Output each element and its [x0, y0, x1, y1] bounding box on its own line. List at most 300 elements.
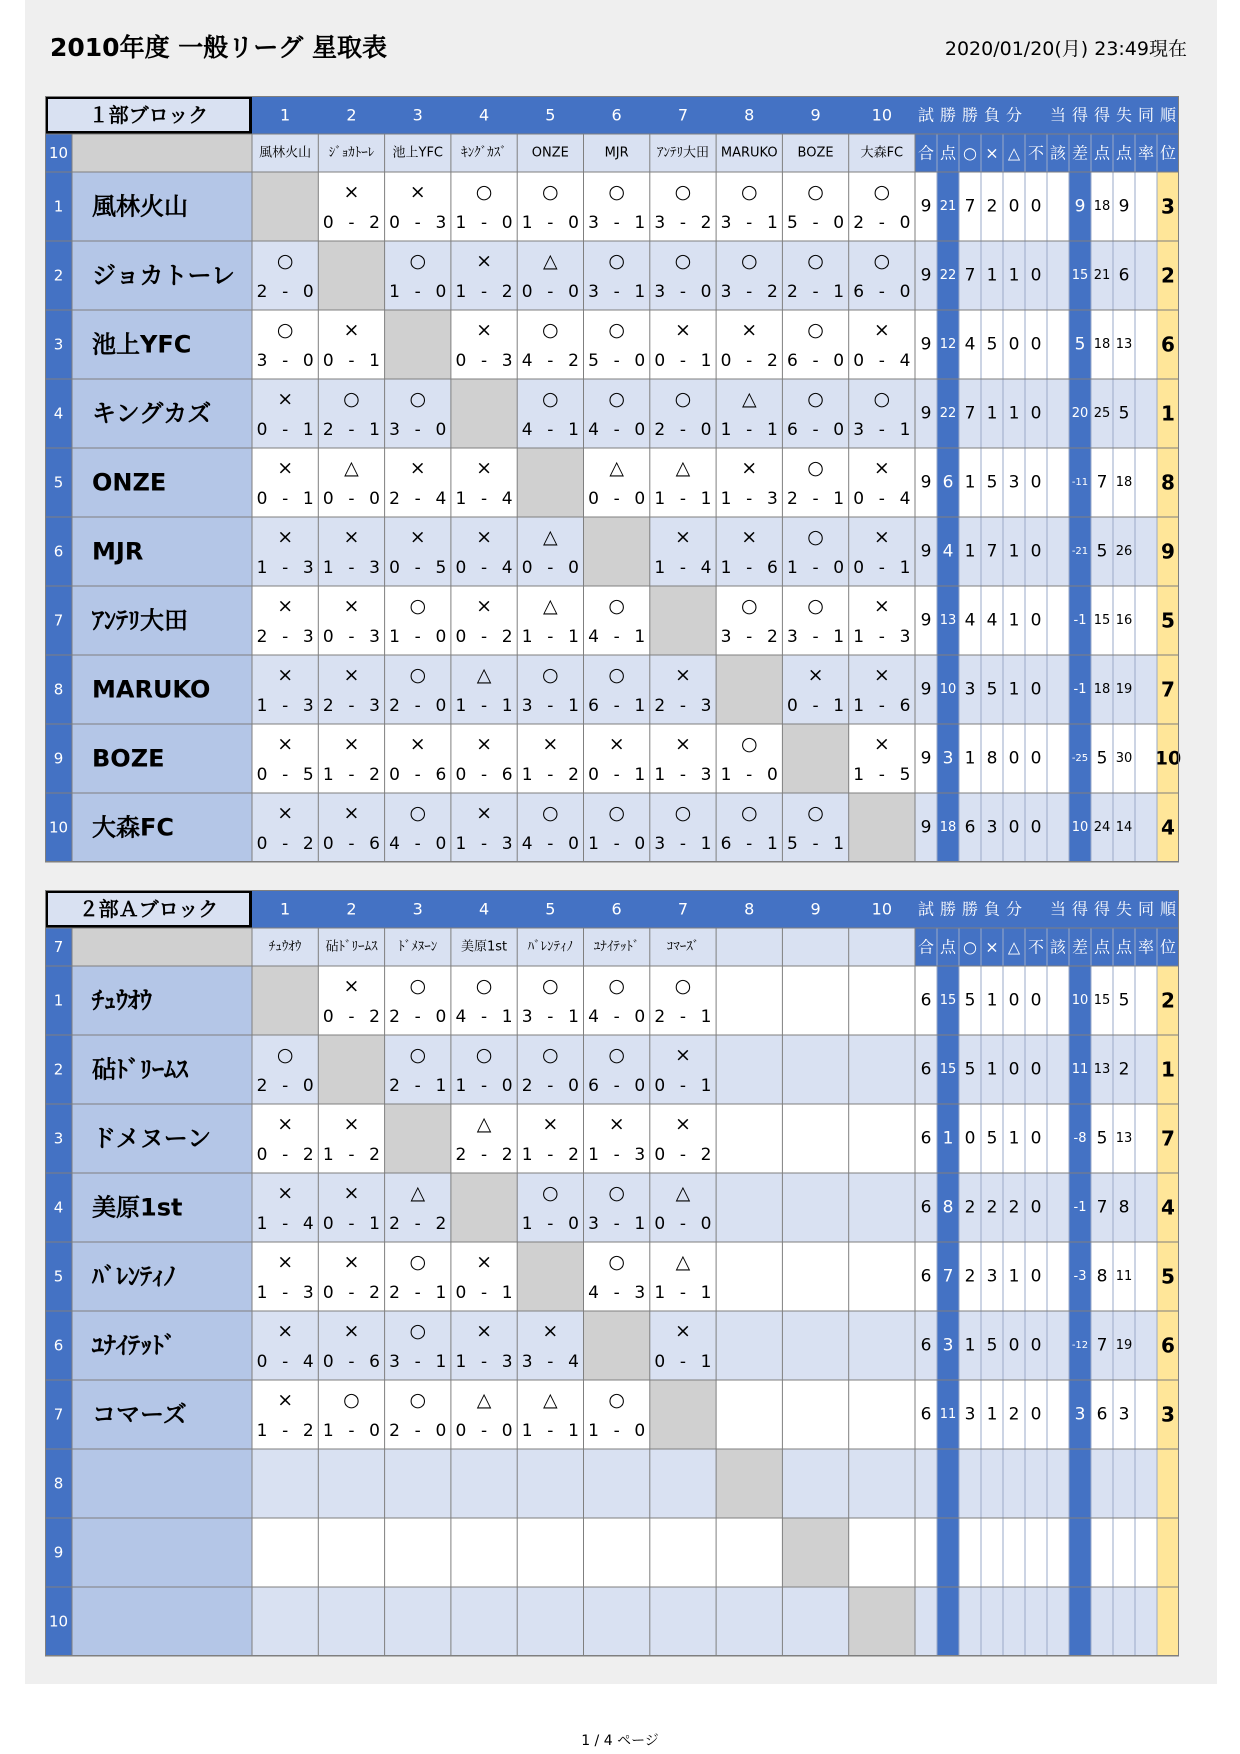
stat-value: 15: [1071, 268, 1089, 283]
score-dash: -: [613, 1421, 620, 1441]
match-result-mark: ×: [674, 526, 691, 548]
score-dash: -: [348, 696, 355, 716]
score-dash: -: [547, 1007, 554, 1027]
stat-cell: [1135, 966, 1157, 1035]
match-cell: [716, 1518, 782, 1587]
stat-value: 7: [964, 265, 976, 286]
row-number: 8: [53, 1474, 64, 1493]
score-dash: -: [679, 558, 687, 578]
match-result-mark: △: [410, 1182, 426, 1204]
match-result-mark: ○: [740, 733, 758, 755]
match-result-mark: ×: [674, 1044, 691, 1066]
score-dash: -: [414, 558, 421, 578]
score-dash: -: [414, 627, 421, 647]
score-dash: -: [414, 1076, 421, 1096]
match-result-mark: ○: [807, 250, 824, 272]
goals-for: 0: [588, 765, 599, 785]
stat-value: 0: [1030, 1059, 1042, 1080]
score-dash: -: [746, 834, 753, 854]
page-number: 1 / 4 ページ: [581, 1733, 659, 1749]
match-result-mark: ○: [873, 250, 891, 272]
goals-against: 1: [302, 489, 314, 509]
match-result-mark: △: [543, 250, 558, 272]
stat-cell: [1047, 1035, 1069, 1104]
match-result-mark: ○: [409, 1044, 427, 1066]
match-result-mark: ×: [741, 457, 758, 479]
team-name-cell: [72, 1518, 252, 1587]
goals-for: 1: [322, 558, 334, 578]
goals-against: 4: [700, 558, 712, 578]
score-dash: -: [679, 351, 687, 371]
stat-value: 1: [986, 990, 998, 1011]
match-cell: [716, 1587, 782, 1656]
stat-value: 5: [986, 679, 998, 700]
league-table-division1: [45, 96, 1196, 866]
goals-against: 2: [369, 213, 381, 233]
goals-against: 1: [700, 1352, 712, 1372]
goals-against: 1: [700, 1076, 712, 1096]
score-dash: -: [282, 420, 289, 440]
stat-value: 0: [1008, 334, 1020, 355]
goals-against: 1: [833, 834, 845, 854]
match-result-mark: ×: [476, 733, 493, 755]
score-dash: -: [282, 1283, 289, 1303]
match-cell: [517, 1587, 583, 1656]
match-result-mark: ○: [608, 1251, 625, 1273]
match-result-mark: △: [543, 595, 558, 617]
goals-for: 2: [256, 282, 268, 302]
row-number: 4: [53, 404, 64, 423]
goals-against: 2: [369, 1145, 381, 1165]
stat-cell: [1047, 310, 1069, 379]
stat-value: 7: [1161, 677, 1175, 702]
stat-value: 20: [1071, 406, 1089, 421]
diagonal-cell: [517, 448, 583, 517]
stat-value: 0: [1008, 1059, 1020, 1080]
stat-cell: [1047, 793, 1069, 862]
goals-against: 2: [501, 627, 513, 647]
goals-for: 2: [389, 1421, 401, 1441]
goals-against: 1: [634, 765, 646, 785]
match-cell: [849, 1104, 915, 1173]
stat-value: 1: [1008, 403, 1020, 424]
stat-label: 点: [939, 143, 957, 163]
match-cell: [849, 1518, 915, 1587]
stat-value: 7: [1096, 1197, 1108, 1218]
stat-value: 3: [986, 1266, 998, 1287]
match-result-mark: △: [543, 1389, 558, 1411]
team-name: 大森FC: [92, 813, 175, 842]
match-result-mark: ○: [740, 595, 758, 617]
goals-for: 1: [455, 696, 467, 716]
goals-against: 0: [833, 351, 845, 371]
goals-for: 1: [256, 1214, 268, 1234]
diagonal-cell: [584, 1311, 650, 1380]
stat-value: 7: [942, 1266, 954, 1287]
stat-label: 位: [1159, 143, 1177, 163]
match-cell: [318, 1587, 384, 1656]
stat-value: 9: [920, 334, 932, 355]
stat-value: 4: [942, 541, 954, 562]
table-row: [45, 655, 1179, 724]
column-team-name: ｼﾞｮｶﾄｰﾚ: [328, 145, 375, 161]
stat-label: 該: [1049, 937, 1067, 957]
stat-cell: [1135, 1035, 1157, 1104]
goals-for: 1: [521, 765, 533, 785]
goals-for: 4: [521, 351, 533, 371]
goals-against: 0: [634, 834, 646, 854]
diagonal-cell: [252, 172, 318, 241]
score-dash: -: [348, 627, 355, 647]
match-cell: [517, 1449, 583, 1518]
page-title: 2010年度 一般リーグ 星取表: [50, 33, 387, 62]
match-result-mark: ○: [807, 526, 824, 548]
match-result-mark: ×: [343, 319, 360, 341]
stat-value: 4: [986, 610, 998, 631]
stat-value: 10: [1071, 820, 1089, 835]
goals-for: 1: [588, 1145, 599, 1165]
match-cell: [716, 1380, 782, 1449]
stat-value: 1: [1008, 610, 1020, 631]
diagonal-cell: [716, 1449, 782, 1518]
stat-value: 1: [964, 472, 976, 493]
goals-for: 2: [389, 696, 401, 716]
score-dash: -: [547, 558, 554, 578]
stat-label: 合: [917, 143, 935, 163]
match-cell: [849, 1173, 915, 1242]
score-dash: -: [480, 213, 488, 233]
goals-for: 4: [588, 1283, 599, 1303]
score-dash: -: [348, 1352, 355, 1372]
match-result-mark: ○: [608, 802, 625, 824]
stat-value: 1: [986, 1059, 998, 1080]
match-cell: [716, 1104, 782, 1173]
stat-cell: [1003, 1449, 1025, 1518]
stat-value: 8: [986, 748, 998, 769]
score-dash: -: [613, 213, 620, 233]
column-team-name: ｱﾝﾃﾘ大田: [656, 145, 709, 161]
goals-for: 2: [455, 1145, 467, 1165]
goals-for: 0: [720, 351, 732, 371]
stat-label: 位: [1159, 937, 1177, 957]
goals-against: 3: [700, 765, 712, 785]
stat-value: 0: [1030, 1266, 1042, 1287]
goals-for: 0: [322, 1214, 334, 1234]
goals-against: 2: [302, 834, 314, 854]
goals-for: 1: [455, 834, 467, 854]
match-result-mark: ×: [343, 664, 360, 686]
match-result-mark: ○: [608, 319, 625, 341]
score-dash: -: [414, 1352, 421, 1372]
goals-for: 0: [853, 351, 865, 371]
score-dash: -: [282, 696, 289, 716]
goals-for: 0: [455, 1283, 467, 1303]
stat-value: 5: [986, 1128, 998, 1149]
match-cell: [849, 966, 915, 1035]
goals-against: 4: [435, 489, 447, 509]
stat-value: 7: [1096, 1335, 1108, 1356]
match-result-mark: ×: [343, 733, 360, 755]
goals-against: 1: [501, 1283, 513, 1303]
score-dash: -: [679, 1145, 687, 1165]
score-dash: -: [547, 696, 554, 716]
goals-against: 2: [700, 1145, 712, 1165]
goals-against: 1: [766, 834, 778, 854]
stat-cell: [1135, 586, 1157, 655]
match-result-mark: ×: [873, 664, 890, 686]
score-dash: -: [746, 420, 753, 440]
stat-value: 1: [964, 1335, 976, 1356]
stat-label: 率: [1137, 143, 1155, 163]
match-result-mark: ×: [542, 1113, 559, 1135]
goals-for: 1: [786, 558, 798, 578]
goals-against: 0: [568, 834, 579, 854]
goals-for: 1: [455, 1352, 467, 1372]
score-dash: -: [679, 765, 687, 785]
stat-value: 1: [1008, 265, 1020, 286]
table-row: [45, 1518, 1179, 1587]
score-dash: -: [414, 1421, 421, 1441]
match-result-mark: ×: [807, 664, 824, 686]
score-dash: -: [679, 1352, 687, 1372]
goals-against: 0: [435, 1007, 447, 1027]
stat-cell: [959, 1518, 981, 1587]
score-dash: -: [480, 1007, 488, 1027]
score-dash: -: [282, 834, 289, 854]
goals-for: 6: [720, 834, 732, 854]
stat-label: 当: [1049, 105, 1067, 125]
goals-against: 6: [435, 765, 447, 785]
match-result-mark: ×: [476, 319, 493, 341]
stat-label: 勝: [939, 899, 957, 919]
goals-against: 2: [766, 282, 778, 302]
stat-value: 26: [1115, 544, 1133, 559]
score-dash: -: [348, 489, 355, 509]
diagonal-cell: [252, 966, 318, 1035]
goals-against: 2: [766, 351, 778, 371]
stat-value: 5: [986, 334, 998, 355]
goals-for: 3: [588, 1214, 599, 1234]
goals-for: 1: [720, 489, 732, 509]
score-dash: -: [679, 1007, 687, 1027]
stat-cell: [1091, 1449, 1113, 1518]
stat-cell: [937, 1449, 959, 1518]
score-dash: -: [878, 696, 885, 716]
match-result-mark: ○: [674, 802, 692, 824]
stat-value: 4: [1161, 1195, 1175, 1220]
match-result-mark: ○: [409, 1389, 427, 1411]
diagonal-cell: [451, 1173, 517, 1242]
stat-value: 13: [939, 613, 957, 628]
goals-against: 1: [501, 696, 513, 716]
table-row: [45, 586, 1179, 655]
stat-cell: [1135, 241, 1157, 310]
match-result-mark: ×: [277, 802, 294, 824]
column-number: 6: [611, 105, 622, 125]
stat-value: 2: [1161, 988, 1175, 1013]
goals-for: 3: [654, 282, 666, 302]
stat-value: 9: [920, 610, 932, 631]
score-dash: -: [878, 489, 885, 509]
goals-for: 0: [389, 558, 401, 578]
stat-value: 9: [1074, 196, 1086, 217]
score-dash: -: [547, 627, 554, 647]
score-dash: -: [746, 213, 753, 233]
stat-value: 0: [1030, 817, 1042, 838]
row-number: 6: [53, 1336, 64, 1355]
match-result-mark: ○: [608, 1182, 625, 1204]
standings-grid: [45, 96, 1196, 866]
row-number: 2: [53, 266, 64, 285]
goals-for: 1: [654, 489, 666, 509]
goals-for: 2: [389, 1076, 401, 1096]
match-cell: [716, 1035, 782, 1104]
match-cell: [650, 1587, 716, 1656]
goals-for: 2: [521, 1076, 533, 1096]
stat-label: 分: [1005, 105, 1023, 125]
score-dash: -: [878, 420, 885, 440]
stat-label: 同: [1137, 899, 1155, 919]
stat-cell: [1047, 1380, 1069, 1449]
goals-against: 3: [501, 351, 513, 371]
match-result-mark: ○: [276, 1044, 294, 1066]
team-name: ﾁｭｳｵｳ: [92, 986, 152, 1015]
stat-label: 負: [983, 105, 1001, 125]
stat-value: 13: [1115, 1131, 1133, 1146]
stat-value: 0: [1030, 748, 1042, 769]
team-name: キングカズ: [92, 399, 212, 428]
match-result-mark: ○: [608, 595, 625, 617]
score-dash: -: [414, 1007, 421, 1027]
stat-cell: [1047, 241, 1069, 310]
score-dash: -: [547, 351, 554, 371]
column-number: 10: [871, 899, 893, 919]
team-name: ONZE: [92, 468, 167, 497]
stat-value: 10: [1071, 993, 1089, 1008]
goals-against: 1: [369, 420, 381, 440]
stat-value: 9: [920, 265, 932, 286]
stat-value: 6: [920, 1404, 932, 1425]
goals-for: 4: [588, 1007, 599, 1027]
score-dash: -: [480, 834, 488, 854]
stat-value: 15: [939, 1062, 957, 1077]
stat-cell: [981, 1587, 1003, 1656]
stat-value: 5: [964, 990, 976, 1011]
goals-against: 0: [501, 1076, 513, 1096]
goals-for: 1: [853, 696, 865, 716]
stat-label: △: [1007, 143, 1021, 163]
goals-for: 1: [588, 834, 599, 854]
score-dash: -: [282, 765, 289, 785]
score-dash: -: [613, 489, 620, 509]
goals-against: 0: [634, 1421, 646, 1441]
goals-against: 0: [833, 213, 845, 233]
column-number: 5: [545, 899, 556, 919]
column-number: 10: [871, 105, 893, 125]
stat-value: 18: [1093, 682, 1111, 697]
goals-against: 1: [435, 1076, 447, 1096]
column-number: 9: [810, 105, 821, 125]
stat-label: ×: [985, 937, 999, 957]
match-result-mark: ○: [542, 181, 559, 203]
goals-for: 0: [322, 1352, 334, 1372]
match-result-mark: ×: [873, 595, 890, 617]
block-title: １部ブロック: [88, 103, 209, 127]
goals-for: 3: [720, 627, 732, 647]
column-team-name: 池上YFC: [392, 145, 443, 161]
score-dash: -: [746, 558, 753, 578]
score-dash: -: [547, 1214, 554, 1234]
stat-value: -3: [1073, 1269, 1087, 1284]
match-result-mark: ○: [608, 250, 625, 272]
stat-cell: [1135, 1518, 1157, 1587]
name-header-blank: [72, 134, 252, 172]
stat-value: 0: [1030, 334, 1042, 355]
goals-for: 2: [322, 420, 334, 440]
stat-cell: [1047, 379, 1069, 448]
stat-value: 9: [920, 403, 932, 424]
stat-label: 勝: [939, 105, 957, 125]
stat-value: 15: [939, 993, 957, 1008]
stat-value: 0: [1030, 990, 1042, 1011]
score-dash: -: [480, 1421, 488, 1441]
stat-value: 6: [1161, 332, 1175, 357]
score-dash: -: [679, 834, 687, 854]
stat-value: 0: [1030, 679, 1042, 700]
diagonal-cell: [385, 310, 451, 379]
stat-label: 点: [1093, 143, 1111, 163]
stat-value: 2: [1118, 1059, 1130, 1080]
score-dash: -: [679, 489, 687, 509]
score-dash: -: [414, 420, 421, 440]
goals-against: 1: [568, 1007, 579, 1027]
goals-against: 2: [302, 1145, 314, 1165]
diagonal-cell: [716, 655, 782, 724]
goals-for: 0: [455, 627, 467, 647]
stat-cell: [1069, 1587, 1091, 1656]
stat-value: 0: [1030, 472, 1042, 493]
match-result-mark: ×: [674, 319, 691, 341]
score-dash: -: [878, 627, 885, 647]
stat-cell: [1157, 1449, 1179, 1518]
stat-value: 6: [920, 990, 932, 1011]
score-dash: -: [613, 627, 620, 647]
score-dash: -: [812, 351, 819, 371]
match-result-mark: ×: [277, 1182, 294, 1204]
match-result-mark: ×: [476, 457, 493, 479]
score-dash: -: [613, 696, 620, 716]
goals-for: 0: [389, 213, 401, 233]
goals-against: 0: [435, 834, 447, 854]
table-row: [45, 1173, 1179, 1242]
score-dash: -: [282, 1352, 289, 1372]
row-number: 1: [53, 197, 64, 216]
stat-value: 5: [1161, 608, 1175, 633]
goals-for: 3: [389, 1352, 401, 1372]
goals-against: 0: [833, 558, 845, 578]
league-table-division2a: [45, 890, 1196, 1660]
match-result-mark: ×: [476, 802, 493, 824]
goals-for: 0: [521, 282, 533, 302]
team-count: 10: [48, 144, 69, 162]
goals-for: 3: [720, 213, 732, 233]
stat-label: 当: [1049, 899, 1067, 919]
stat-value: 3: [964, 679, 976, 700]
goals-against: 0: [634, 489, 646, 509]
stat-value: 5: [964, 1059, 976, 1080]
score-dash: -: [348, 834, 355, 854]
goals-against: 2: [302, 1421, 314, 1441]
